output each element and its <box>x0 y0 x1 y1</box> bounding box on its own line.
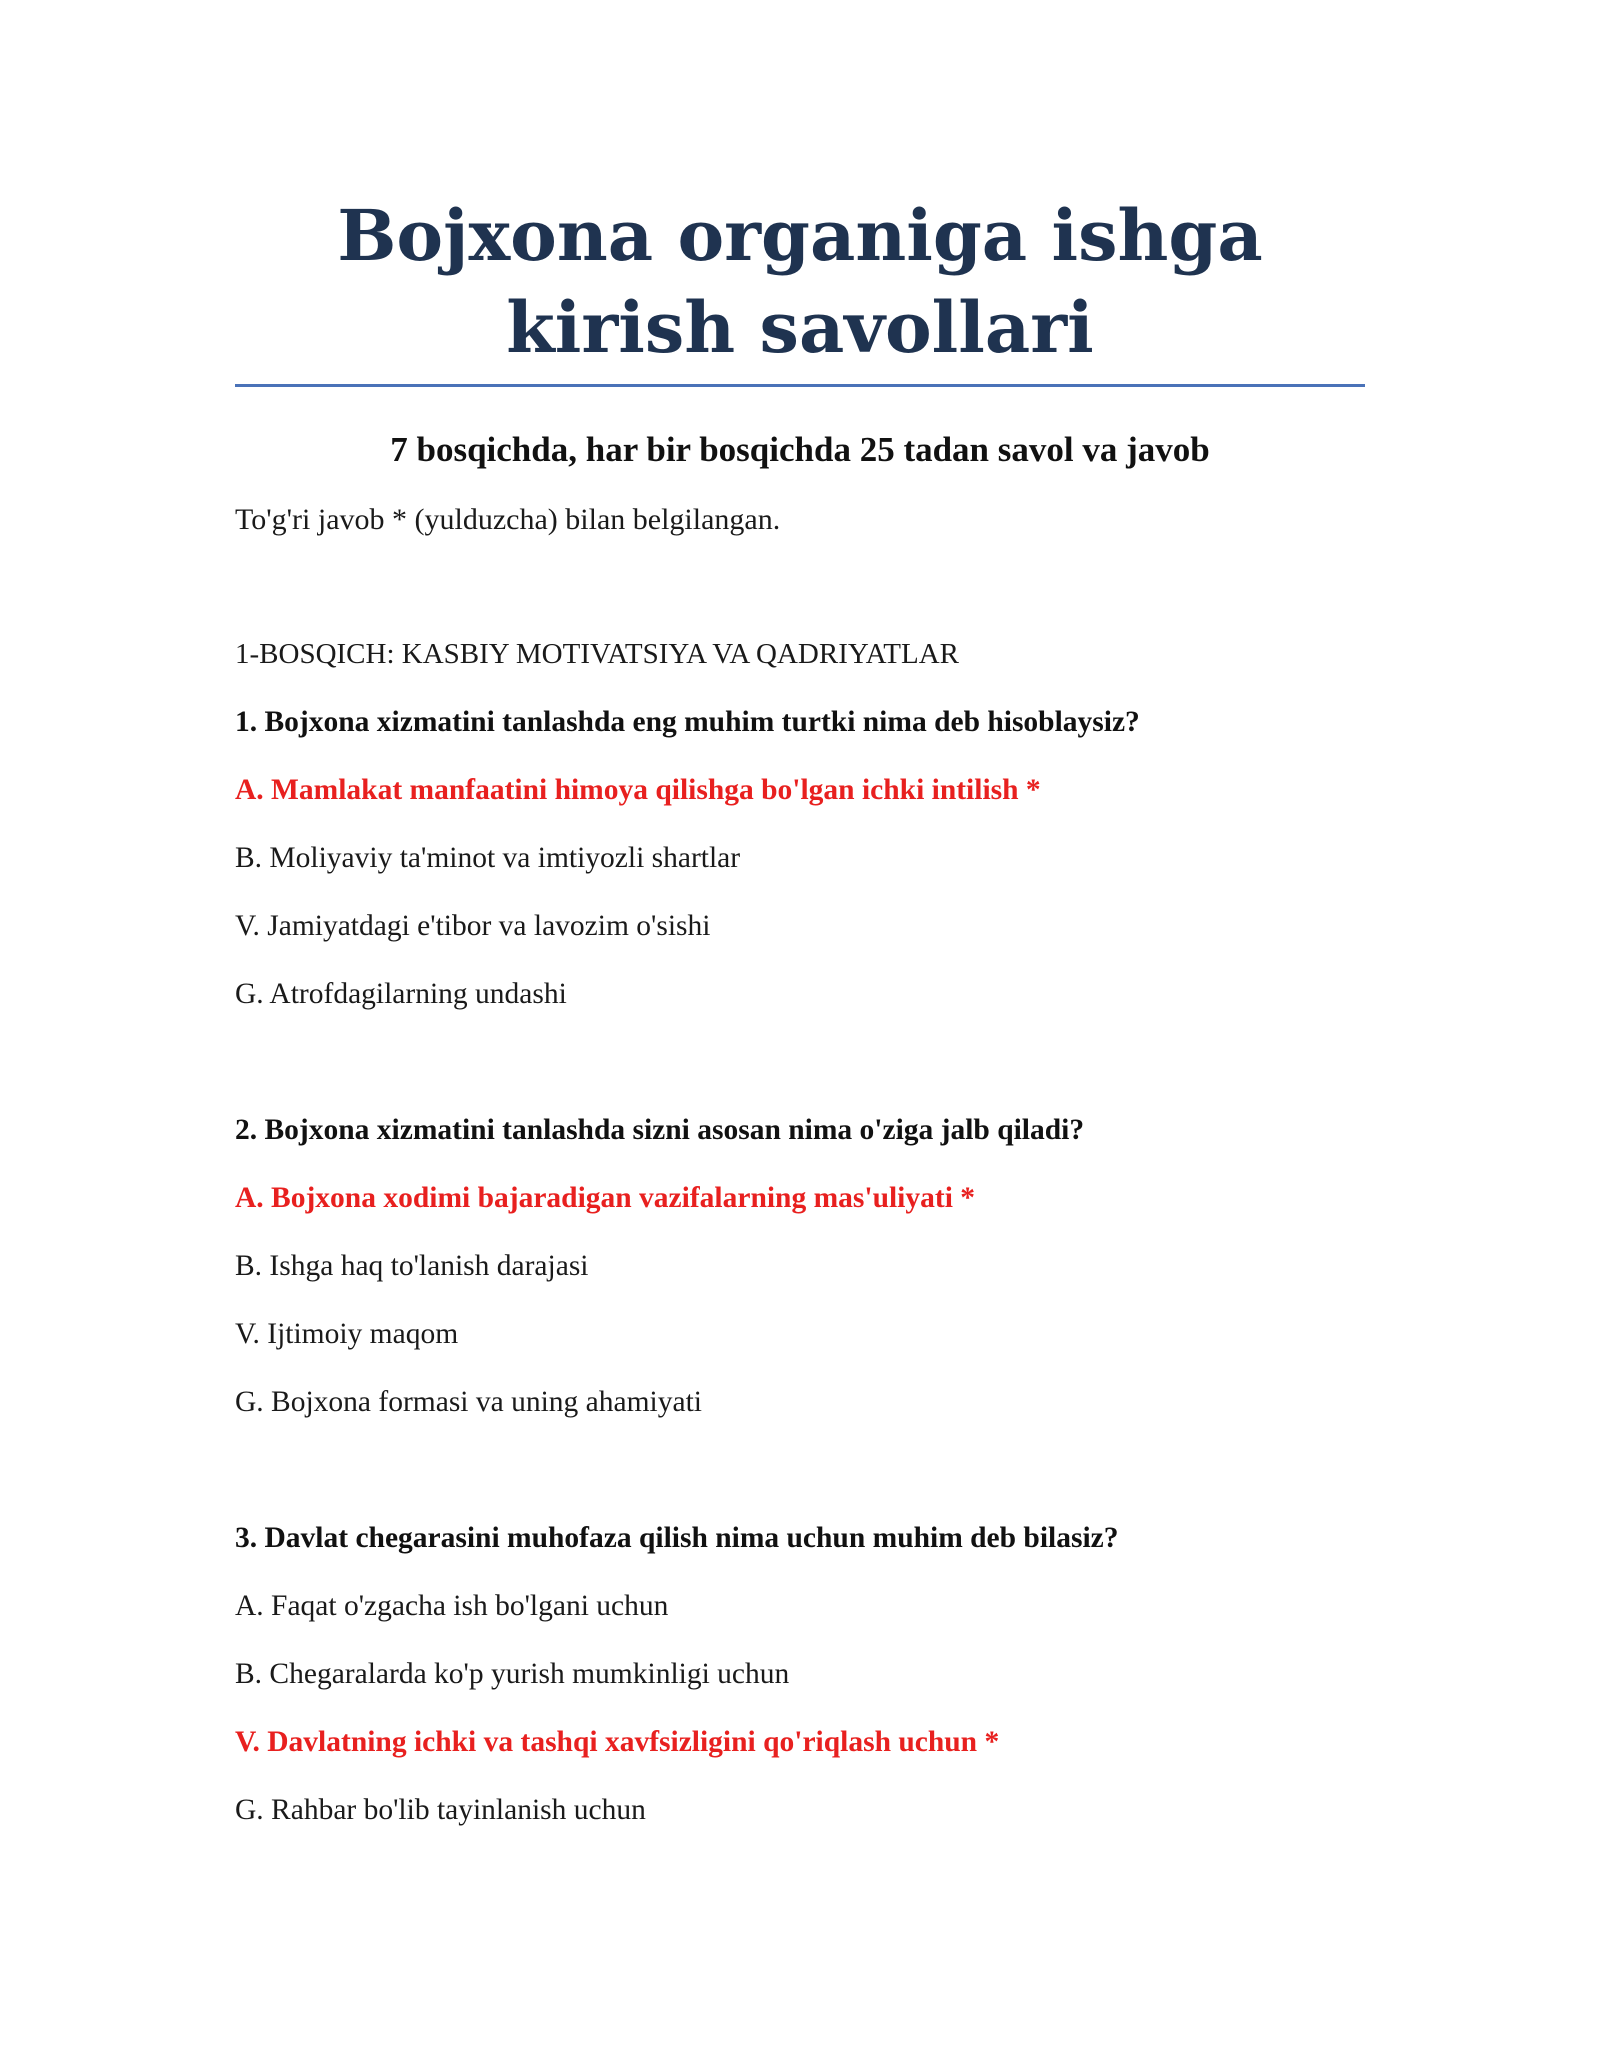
document-title: Bojxona organiga ishga kirish savollari <box>337 194 1263 369</box>
answer-option: G. Bojxona formasi va uning ahamiyati <box>235 1386 702 1418</box>
answer-option: G. Atrofdagilarning undashi <box>235 978 567 1010</box>
answer-option: G. Rahbar bo'lib tayinlanish uchun <box>235 1794 646 1826</box>
answer-option: B. Moliyaviy ta'minot va imtiyozli shartlar <box>235 842 741 874</box>
answer-key-note: To'g'ri javob * (yulduzcha) bilan belgilangan. <box>235 503 781 536</box>
answer-option: B. Ishga haq to'lanish darajasi <box>235 1250 589 1282</box>
correct-answer-option: A. Mamlakat manfaatini himoya qilishga bo'lgan ichki intilish * <box>235 774 1041 806</box>
question-block-1 <box>235 703 1365 1013</box>
answer-option: V. Ijtimoiy maqom <box>235 1318 459 1350</box>
stage-heading: 1-BOSQICH: KASBIY MOTIVATSIYA VA QADRIYATLAR <box>235 638 960 670</box>
answer-option: A. Faqat o'zgacha ish bo'lgani uchun <box>235 1590 669 1622</box>
question-text: 2. Bojxona xizmatini tanlashda sizni asosan nima o'ziga jalb qiladi? <box>235 1114 1085 1146</box>
question-text: 1. Bojxona xizmatini tanlashda eng muhim turtki nima deb hisoblaysiz? <box>235 706 1140 738</box>
answer-option: V. Jamiyatdagi e'tibor va lavozim o'sishi <box>235 910 711 942</box>
question-block-2 <box>235 1111 1365 1421</box>
document-page <box>235 0 1365 1829</box>
question-text: 3. Davlat chegarasini muhofaza qilish nima uchun muhim deb bilasiz? <box>235 1522 1119 1554</box>
document-subtitle: 7 bosqichda, har bir bosqichda 25 tadan savol va javob <box>390 430 1210 469</box>
title-divider <box>235 384 1365 387</box>
answer-option: B. Chegaralarda ko'p yurish mumkinligi uchun <box>235 1658 790 1690</box>
correct-answer-option: V. Davlatning ichki va tashqi xavfsizligini qo'riqlash uchun * <box>235 1726 1000 1758</box>
correct-answer-option: A. Bojxona xodimi bajaradigan vazifalarning mas'uliyati * <box>235 1182 976 1214</box>
question-block-3 <box>235 1519 1365 1829</box>
